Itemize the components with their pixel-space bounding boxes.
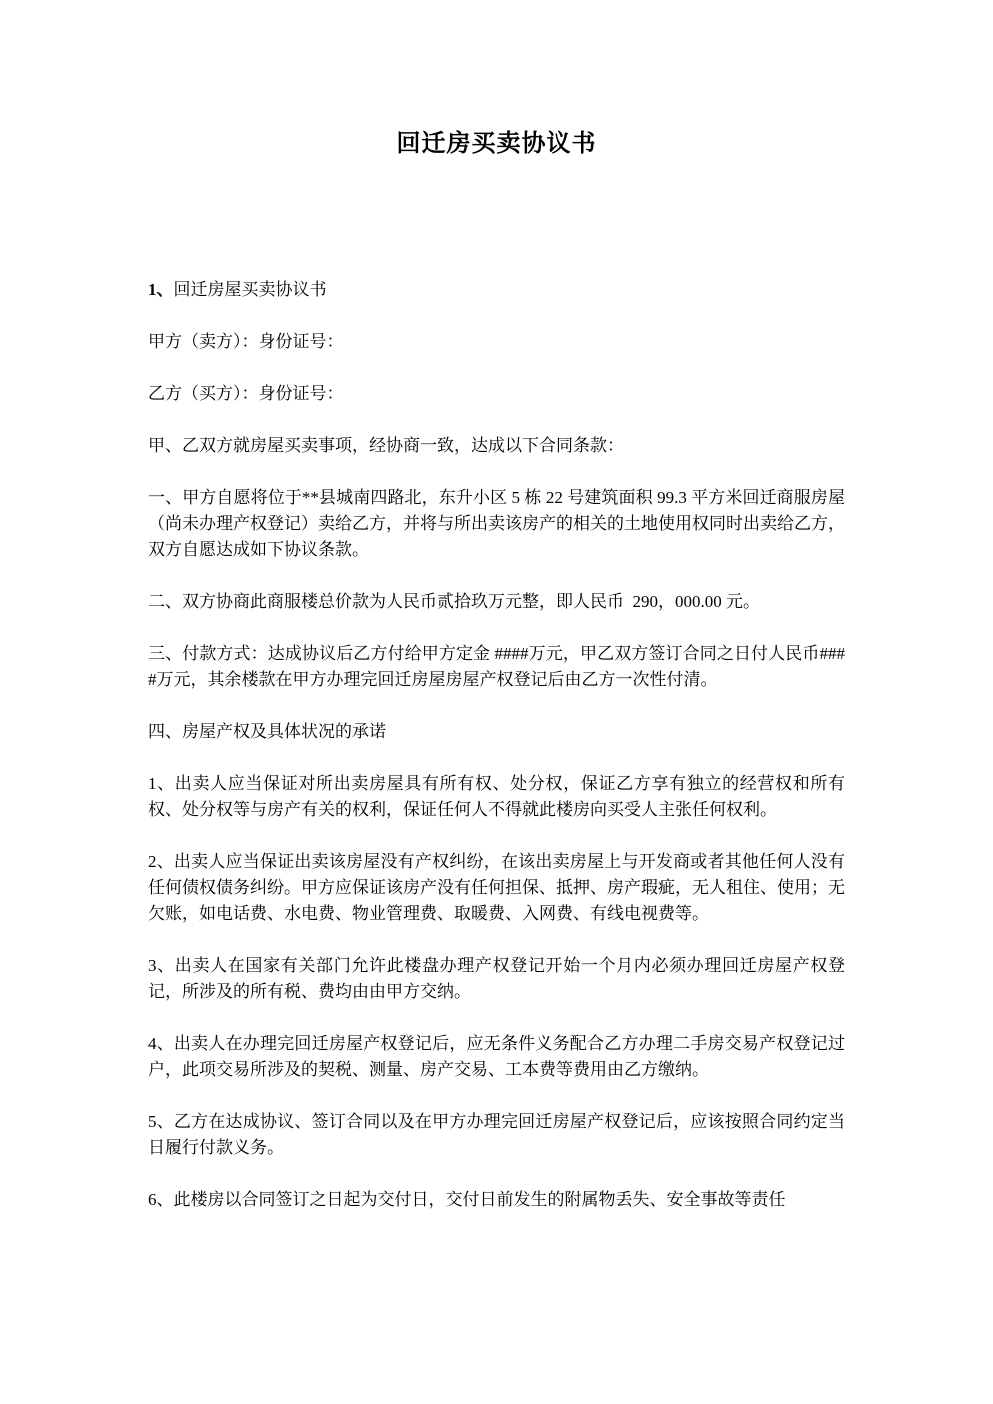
party-b-line: 乙方（买方）：身份证号：: [148, 384, 344, 403]
clause-4-item-6: 6、此楼房以合同签订之日起为交付日，交付日前发生的附属物丢失、安全事故等责任: [148, 1190, 786, 1209]
clause-1-paragraph: 一、甲方自愿将位于**县城南四路北，东升小区 5 栋 22 号建筑面积 99.3 平方米回迁商服房屋（尚未办理产权登记）卖给乙方，并将与所出卖该房产的相关的土地使用权同时出卖给乙方，双方自愿达成如下协议条款。: [148, 488, 845, 559]
clause-4-item-4: 4、出卖人在办理完回迁房屋产权登记后，应无条件义务配合乙方办理二手房交易产权登记过户，此项交易所涉及的契税、测量、房产交易、工本费等费用由乙方缴纳。: [148, 1034, 845, 1079]
clause-4-item-5: 5、乙方在达成协议、签订合同以及在甲方办理完回迁房屋产权登记后，应该按照合同约定当日履行付款义务。: [148, 1112, 845, 1157]
preamble-paragraph: 甲、乙双方就房屋买卖事项，经协商一致，达成以下合同条款：: [148, 436, 624, 455]
clause-3-paragraph: 三、付款方式：达成协议后乙方付给甲方定金 ####万元，甲乙双方签订合同之日付人民币####万元，其余楼款在甲方办理完回迁房屋房屋产权登记后由乙方一次性付清。: [148, 644, 845, 689]
section-heading: [148, 277, 845, 303]
clause-2-paragraph: 二、双方协商此商服楼总价款为人民币贰拾玖万元整，即人民币 290，000.00 元。: [148, 592, 760, 611]
clause-4-item-2: 2、出卖人应当保证出卖该房屋没有产权纠纷，在该出卖房屋上与开发商或者其他任何人没有任何债权债务纠纷。甲方应保证该房产没有任何担保、抵押、房产瑕疵，无人租住、使用；无欠账，如电话费、水电费、物业管理费、取暖费、入网费、有线电视费等。: [148, 852, 845, 923]
clause-4-item-1: 1、出卖人应当保证对所出卖房屋具有所有权、处分权，保证乙方享有独立的经营权和所有权、处分权等与房产有关的权利，保证任何人不得就此楼房向买受人主张任何权利。: [148, 774, 845, 819]
clause-4-heading: 四、房屋产权及具体状况的承诺: [148, 722, 386, 741]
section-heading-number: 1、: [148, 280, 174, 299]
clause-4-item-3: 3、出卖人在国家有关部门允许此楼盘办理产权登记开始一个月内必须办理回迁房屋产权登记，所涉及的所有税、费均由由甲方交纳。: [148, 956, 845, 1001]
section-heading-text: 回迁房屋买卖协议书: [173, 280, 327, 299]
party-a-line: 甲方（卖方）：身份证号：: [148, 332, 344, 351]
document-title: 回迁房买卖协议书: [396, 131, 597, 157]
